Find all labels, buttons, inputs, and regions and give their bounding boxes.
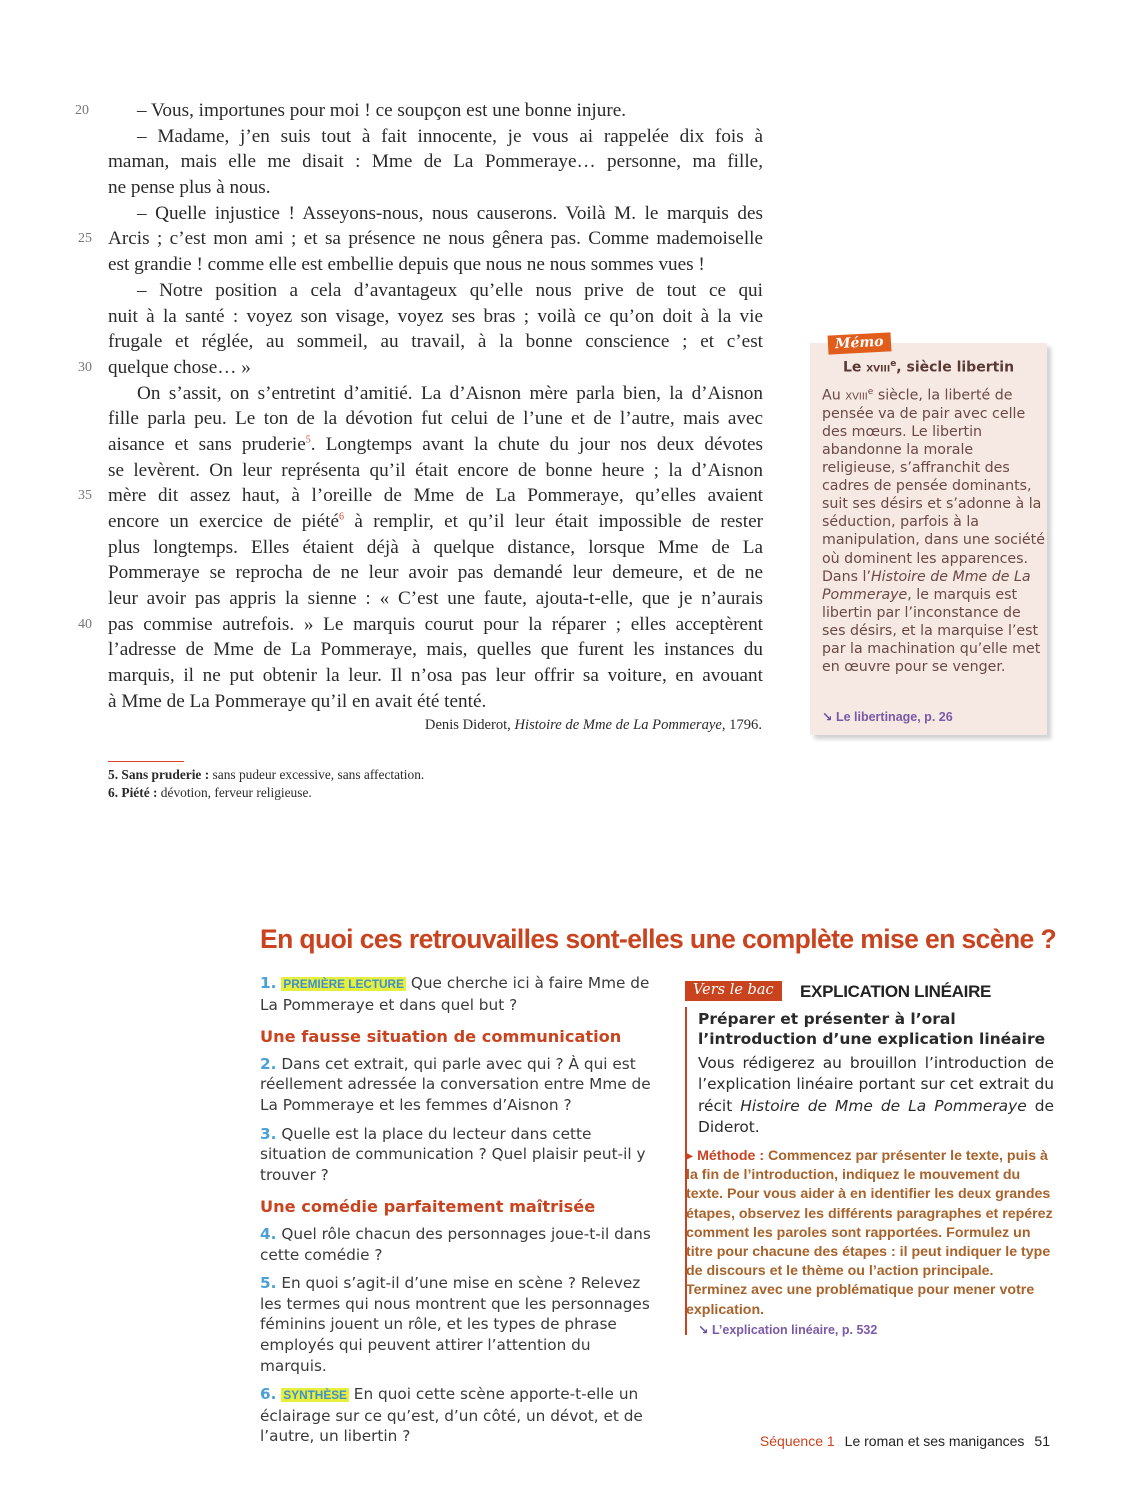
- arrow-icon: ↘: [698, 1323, 709, 1337]
- bac-label: EXPLICATION LINÉAIRE: [800, 982, 992, 1001]
- footnote-ref: 5: [305, 434, 311, 446]
- question-6: 6. SYNTHÈSE En quoi cette scène apporte-t-elle un éclairage sur ce qu’est, d’un côté, un dévot, et de l’autre, un libertin ?: [260, 1385, 643, 1446]
- question-2: 2. Dans cet extrait, qui parle avec qui ? À qui est réellement adressée la conversation entre Mme de La Pommeraye et les femmes d’Aisnon ?: [260, 1054, 651, 1114]
- text-line: 40 pas commise autrefois. » Le marquis courut pour la réparer ; elles acceptèrent: [108, 612, 763, 638]
- line-number: 40: [78, 616, 92, 632]
- bac-title: Préparer et présenter à l’oral l’introduction d’une explication linéaire: [698, 1010, 1046, 1048]
- line-number: 20: [75, 103, 89, 118]
- text-line: plus longtemps. Elles étaient déjà à quelque distance, lorsque Mme de La: [108, 536, 763, 558]
- text-line: 30 quelque chose… »: [108, 355, 763, 381]
- question-3: 3. Quelle est la place du lecteur dans cette situation de communication ? Quel plaisir peut-il y trouver ?: [260, 1124, 646, 1184]
- memo-link[interactable]: ↘ Le libertinage, p. 26: [822, 710, 953, 724]
- text-line: fille parla peu. Le ton de la dévotion fut celui de l’une et de l’autre, mais avec: [108, 408, 763, 430]
- text-line: leur avoir pas appris la sienne : « C’est une faute, ajouta-t-elle, que je n’aurais: [108, 588, 763, 610]
- footnote: 6. Piété : dévotion, ferveur religieuse.: [108, 785, 312, 800]
- text-line: est grandie ! comme elle est embellie depuis que nous ne nous sommes vues !: [108, 254, 705, 276]
- questions: [260, 973, 660, 1455]
- text-line: encore un exercice de piété$^6$ à remplir, et qu’il leur était impossible de rester: [108, 511, 763, 532]
- text-line: aisance et sans pruderie$^5$. Longtemps avant la chute du jour nos deux dévotes: [108, 433, 763, 455]
- text-line: On s’assit, on s’entretint d’amitié. La d’Aisnon mère parla bien, la d’Aisnon: [137, 382, 763, 404]
- text-line: – Madame, j’en suis tout à fait innocente, je vous ai rappelée dix fois à: [137, 125, 763, 147]
- text-line: 35 mère dit assez haut, à l’oreille de Mme de La Pommeraye, qu’elles avaient: [108, 483, 763, 509]
- attribution: Denis Diderot, Histoire de Mme de La Pommeraye, 1796.: [424, 717, 762, 733]
- text-line: maman, mais elle me disait : Mme de La Pommeraye… personne, ma fille,: [108, 151, 763, 173]
- question-4: 4. Quel rôle chacun des personnages joue-t-il dans cette comédie ?: [260, 1224, 651, 1264]
- highlight-tag: SYNTHÈSE: [283, 1388, 347, 1403]
- section-heading: En quoi ces retrouvailles sont-elles une complète mise en scène ?: [260, 924, 1057, 954]
- question-1: 1. PREMIÈRE LECTURE Que cherche ici à faire Mme de La Pommeraye et dans quel but ?: [260, 974, 650, 1014]
- subheading: Une fausse situation de communication: [260, 1027, 622, 1047]
- text-line: marquis, il ne put obtenir la leur. Il n’osa pas leur offrir sa voiture, en avouant: [108, 665, 763, 687]
- method-link[interactable]: ↘ L’explication linéaire, p. 532: [698, 1323, 878, 1337]
- question-5: 5. En quoi s’agit-il d’une mise en scène ? Relevez les termes qui nous montrent que les personnages féminins jouent un rôle, et les types de phrase employés qui peuvent attirer l’attention du marquis.: [260, 1274, 650, 1375]
- text-line: Pommeraye se reprocha de ne leur avoir pas demandé leur demeure, et de ne: [108, 562, 763, 584]
- main-text: [75, 98, 763, 715]
- footnote-divider: [108, 761, 184, 762]
- memo-body: Au xviii$^e$ siècle, la liberté de pensée va de pair avec celle des mœurs. Le libertin abandonne la morale religieuse, s’affranchit des cadres de pensée dominants, suit ses désirs et s’adonne à la séduction, parfois à la manipulation, dans une société où dominent les apparences. Dans l’Histoire de Mme de La Pommeraye, le marquis est libertin par l’inconstance de ses désirs, et la marquise l’est par la machination qu’elle met en œuvre pour se venger.: [822, 387, 1045, 676]
- triangle-icon: ▸: [686, 1148, 694, 1164]
- text-line: – Quelle injustice ! Asseyons-nous, nous causerons. Voilà M. le marquis des: [137, 202, 763, 224]
- text-line: l’adresse de Mme de La Pommeraye, mais, quelles que furent les instances du: [108, 639, 763, 661]
- arrow-icon: ↘: [822, 710, 833, 724]
- method: ▸ Méthode : Commencez par présenter le texte, puis à la fin de l’introduction, indiquez le mouvement du texte. Pour vous aider à en identifier les deux grandes étapes, observez les différents paragraphes et repérez comment les paroles sont rapportées. Formulez un titre pour chacune des étapes : il peut indiquer le type de discours et le thème ou l’action principale. Terminez avec une problématique pour mener votre explication.: [686, 1148, 1053, 1318]
- memo-title: Le xviii$^e$, siècle libertin: [842, 359, 1015, 376]
- bac-text: Vous rédigerez au brouillon l’introduction de l’explication linéaire portant sur cet extrait du récit Histoire de Mme de La Pommeraye de Diderot.: [698, 1054, 1055, 1137]
- subheading: Une comédie parfaitement maîtrisée: [260, 1197, 596, 1217]
- text-line: – Notre position a cela d’avantageux qu’elle nous prive de tout ce qui: [137, 279, 763, 301]
- line-number: 25: [78, 231, 92, 247]
- bac-tag: Vers le bac: [685, 981, 782, 1001]
- memo-box: [810, 333, 1047, 735]
- text-line: 20 – Vous, importunes pour moi ! ce soupçon est une bonne injure.: [108, 98, 763, 124]
- footnote-ref: 6: [339, 511, 345, 523]
- page-number: 51: [1034, 1433, 1050, 1449]
- text-line: frugale et réglée, au sommeil, au travail, à la bonne conscience ; et c’est: [108, 331, 763, 353]
- line-number: 35: [78, 488, 92, 504]
- footer-title: Le roman et ses manigances: [844, 1433, 1025, 1449]
- text-line: se levèrent. On leur représenta qu’il était encore de bonne heure ; la d’Aisnon: [108, 459, 763, 481]
- text-line: nuit à la santé : voyez son visage, voyez ses bras ; voilà ce qu’on doit à la vie: [108, 305, 763, 327]
- line-number: 30: [78, 359, 92, 375]
- footnotes: [108, 766, 424, 802]
- text-line: 25 Arcis ; c’est mon ami ; et sa présence ne nous gênera pas. Comme mademoiselle: [108, 226, 763, 252]
- memo-tag: Mémo: [828, 332, 891, 354]
- text-line: ne pense plus à nous.: [108, 177, 271, 199]
- highlight-tag: PREMIÈRE LECTURE: [283, 977, 404, 991]
- page-footer: [760, 1433, 1050, 1449]
- footnote: 5. Sans pruderie : sans pudeur excessive, sans affectation.: [108, 767, 425, 782]
- text-line: à Mme de La Pommeraye qu’il en avait été tenté.: [108, 690, 487, 712]
- sequence-label: Séquence 1: [759, 1433, 835, 1449]
